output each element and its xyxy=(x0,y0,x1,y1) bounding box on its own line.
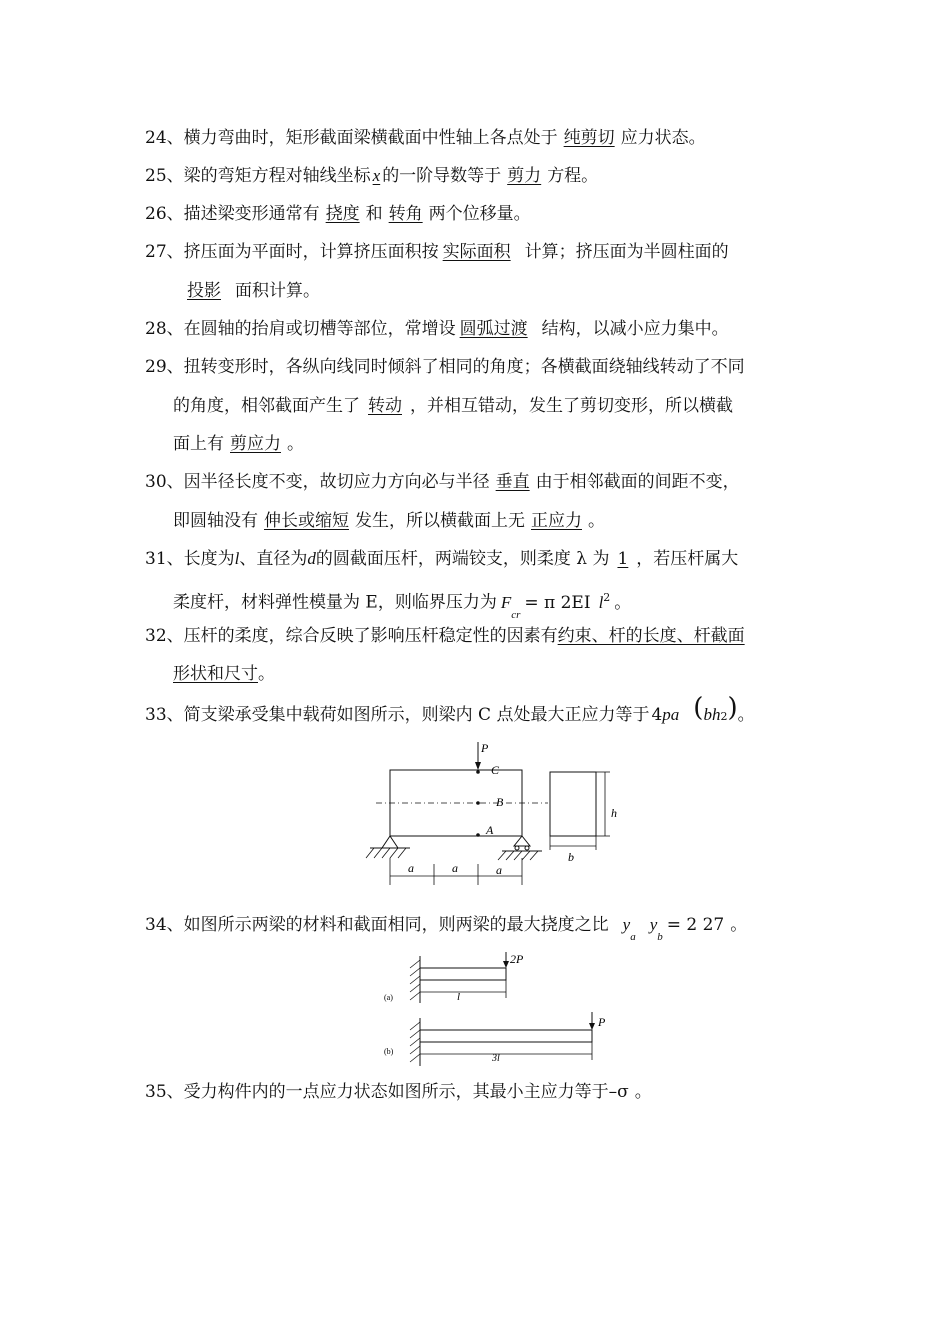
question-28 xyxy=(145,318,729,340)
label-a: a xyxy=(452,861,458,875)
question-33 xyxy=(145,693,755,728)
question-30-line2 xyxy=(173,510,605,532)
question-text: ，若压杆属大 xyxy=(636,549,739,569)
formula-body: = π 2EI xyxy=(524,592,591,613)
formula-subscript: a xyxy=(630,931,636,944)
simply-supported-beam-figure xyxy=(360,740,630,895)
formula-value: = 2 27 xyxy=(666,915,725,935)
question-text: 两个位移量。 xyxy=(428,204,531,224)
answer-blank: 1 xyxy=(617,549,629,569)
question-number: 24、 xyxy=(145,128,184,148)
answer-blank: 剪应力 xyxy=(230,434,281,454)
question-text: 即圆轴没有 xyxy=(173,511,258,531)
question-text: 。 xyxy=(634,1082,652,1102)
label-a-case: (a) xyxy=(384,993,393,1002)
question-text: 扭转变形时，各纵向线同时倾斜了相同的角度；各横截面绕轴线转动了不同 xyxy=(183,357,745,377)
left-support xyxy=(382,836,398,848)
left-hatch xyxy=(366,848,406,858)
formula-coef: 4 xyxy=(651,705,663,725)
question-number: 34、 xyxy=(145,915,184,935)
beam-b xyxy=(420,1030,592,1042)
answer-blank: 正应力 xyxy=(531,511,582,531)
question-number: 26、 xyxy=(145,204,184,224)
question-26 xyxy=(145,203,531,225)
left-paren: ( xyxy=(693,693,704,723)
point-A xyxy=(476,833,480,837)
label-P: P xyxy=(481,741,489,755)
answer-blank: 转动 xyxy=(368,396,402,416)
variable-x: x xyxy=(372,166,381,185)
question-text: 因半径长度不变，故切应力方向必与半径 xyxy=(183,472,490,492)
question-34 xyxy=(145,914,747,942)
question-text: 。 xyxy=(258,664,275,684)
question-text: 压杆的柔度，综合反映了影响压杆稳定性的因素有 xyxy=(183,626,558,646)
wall-hatch-a xyxy=(410,960,420,1000)
question-text: ，并相互错动，发生了剪切变形，所以横截 xyxy=(410,396,733,416)
wall-hatch-b xyxy=(410,1022,420,1062)
label-P: P xyxy=(598,1015,606,1029)
formula-subscript: b xyxy=(657,931,663,944)
question-text: 由于相邻截面的间距不变， xyxy=(535,472,740,492)
question-number: 28、 xyxy=(145,319,184,339)
right-support xyxy=(514,836,530,846)
answer-blank: 垂直 xyxy=(495,472,530,492)
right-paren: ) xyxy=(727,693,738,723)
question-32-line1 xyxy=(145,625,745,647)
question-text: 挤压面为平面时，计算挤压面积按 xyxy=(183,242,439,262)
label-C: C xyxy=(491,763,500,777)
question-number: 35、 xyxy=(145,1082,184,1102)
label-b-case: (b) xyxy=(384,1047,394,1056)
question-31-line1 xyxy=(145,548,738,570)
question-text: 计算；挤压面为半圆柱面的 xyxy=(524,242,729,262)
question-text: 的角度，相邻截面产生了 xyxy=(173,396,360,416)
formula-exponent: 2 xyxy=(720,710,728,723)
formula-exponent: 2 xyxy=(603,591,611,604)
roller xyxy=(525,846,529,850)
right-hatch xyxy=(498,851,538,860)
label-3l: 3l xyxy=(492,1053,500,1064)
question-number: 25、 xyxy=(145,166,184,186)
formula-y: y xyxy=(649,915,658,934)
question-text: 应力状态。 xyxy=(620,128,706,148)
answer-blank: 剪力 xyxy=(507,166,542,186)
answer-blank: 伸长或缩短 xyxy=(264,511,349,531)
formula-F: F xyxy=(500,592,512,612)
label-a: a xyxy=(496,863,502,877)
question-text: 和 xyxy=(365,204,383,224)
question-text: 长度为 xyxy=(183,549,235,569)
answer-blank: 约束、杆的长度、杆截面 xyxy=(557,626,745,646)
question-text: 。 xyxy=(614,592,632,613)
question-text: 、直径为 xyxy=(239,549,308,569)
question-25 xyxy=(145,165,598,187)
question-27-line2 xyxy=(173,280,320,302)
formula-bh: bh xyxy=(703,705,721,724)
question-29-line3 xyxy=(173,433,304,455)
question-text: 梁的弯矩方程对轴线坐标 xyxy=(183,166,371,186)
label-l: l xyxy=(457,991,461,1003)
question-text: 的一阶导数等于 xyxy=(382,166,502,186)
question-text: 发生，所以横截面上无 xyxy=(355,511,525,531)
beam-a xyxy=(420,968,506,980)
question-31-line2 xyxy=(173,587,631,620)
answer-blank: 投影 xyxy=(187,281,221,301)
cantilever-beams-figure xyxy=(380,948,620,1068)
label-h: h xyxy=(611,806,617,820)
answer-blank: 转角 xyxy=(388,204,423,224)
question-number: 29、 xyxy=(145,357,184,377)
question-text: 。 xyxy=(730,915,748,935)
question-number: 32、 xyxy=(145,626,184,646)
point-C xyxy=(476,770,480,774)
formula-l: l xyxy=(598,592,604,612)
answer-blank: 纯剪切 xyxy=(563,128,615,148)
question-text: 结构，以减小应力集中。 xyxy=(541,319,729,339)
label-A: A xyxy=(486,823,494,837)
question-number: 33、 xyxy=(145,705,184,725)
question-27-line1 xyxy=(145,241,729,263)
label-2P: 2P xyxy=(510,952,524,966)
label-B: B xyxy=(496,795,504,809)
cross-section xyxy=(550,772,596,836)
load-arrowhead-a xyxy=(503,961,509,968)
label-b: b xyxy=(568,850,574,864)
question-24 xyxy=(145,127,706,149)
question-30-line1 xyxy=(145,471,740,493)
roller xyxy=(515,846,519,850)
question-text: 。 xyxy=(737,705,755,725)
load-arrowhead-b xyxy=(589,1023,595,1030)
answer-blank: 挠度 xyxy=(325,204,360,224)
variable-d: d xyxy=(307,549,316,568)
question-text: 。 xyxy=(588,511,605,531)
question-32-line2 xyxy=(173,663,275,685)
question-35 xyxy=(145,1081,652,1103)
question-text: 受力构件内的一点应力状态如图所示，其最小主应力等于 xyxy=(183,1082,609,1102)
answer-blank: 圆弧过渡 xyxy=(459,319,528,339)
question-29-line2 xyxy=(173,395,733,417)
question-text: 柔度杆，材料弹性模量为 E，则临界压力为 xyxy=(173,592,497,613)
formula-subscript: cr xyxy=(511,609,521,622)
question-text: 。 xyxy=(287,434,304,454)
answer-blank: 实际面积 xyxy=(442,242,511,262)
question-29-line1 xyxy=(145,356,745,378)
formula-y: y xyxy=(622,915,631,934)
answer-value: –σ xyxy=(608,1082,629,1102)
question-text: 横力弯曲时，矩形截面梁横截面中性轴上各点处于 xyxy=(183,128,558,148)
answer-blank: 形状和尺寸 xyxy=(173,664,258,684)
formula-pa: pa xyxy=(662,705,680,724)
question-text: 描述梁变形通常有 xyxy=(183,204,320,224)
question-text: 方程。 xyxy=(547,166,599,186)
question-text: 如图所示两梁的材料和截面相同，则两梁的最大挠度之比 xyxy=(183,915,609,935)
question-text: 在圆轴的抬肩或切槽等部位，常增设 xyxy=(183,319,456,339)
question-text: 的圆截面压杆，两端铰支，则柔度 λ 为 xyxy=(315,549,610,569)
question-text: 简支梁承受集中载荷如图所示，则梁内 C 点处最大正应力等于 xyxy=(183,705,650,725)
question-number: 27、 xyxy=(145,242,184,262)
question-number: 30、 xyxy=(145,472,184,492)
question-text: 面上有 xyxy=(173,434,224,454)
question-number: 31、 xyxy=(145,549,184,569)
question-text: 面积计算。 xyxy=(235,281,320,301)
variable-l: l xyxy=(234,549,240,568)
load-arrowhead xyxy=(475,762,481,770)
label-a: a xyxy=(408,861,414,875)
point-B xyxy=(476,801,480,805)
